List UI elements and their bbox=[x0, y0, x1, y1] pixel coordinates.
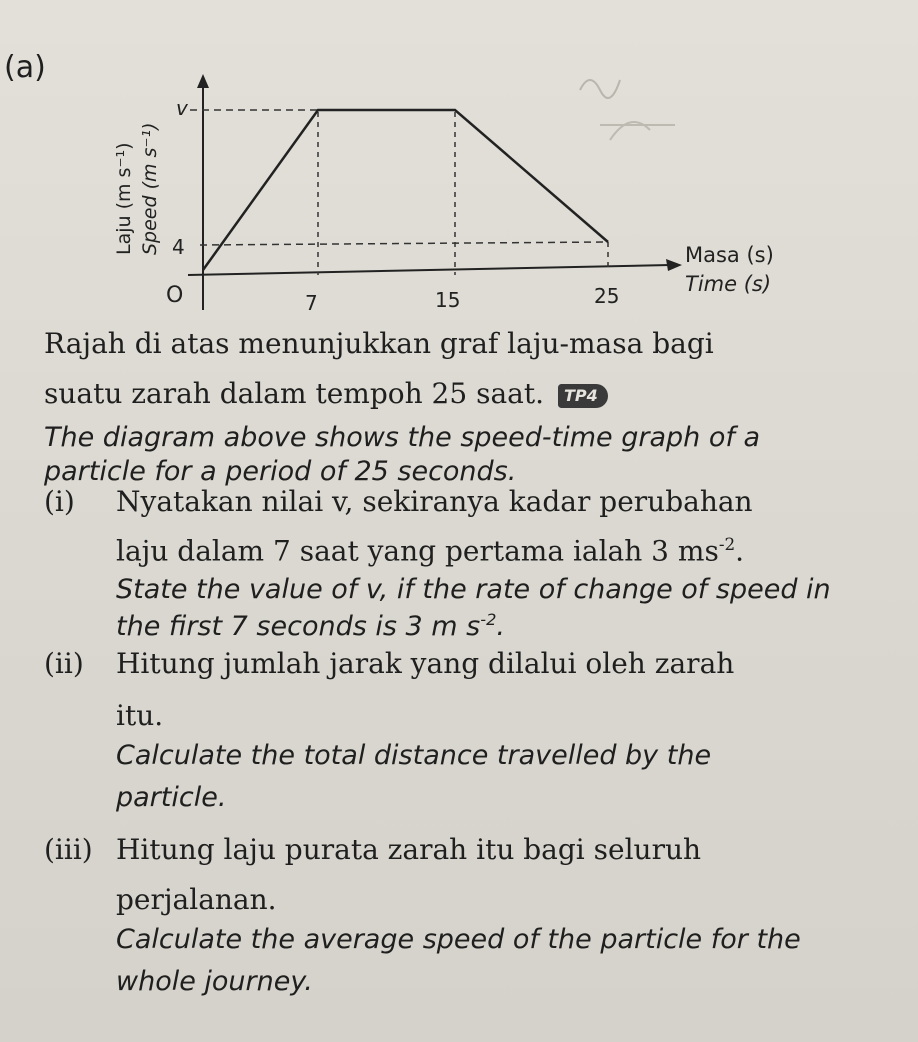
question-label: (a) bbox=[4, 50, 46, 85]
q3-en-line2: whole journey. bbox=[116, 966, 313, 997]
q1-en-line1: State the value of v, if the rate of change of speed in bbox=[116, 574, 831, 605]
tp-level-badge: TP4 bbox=[558, 384, 608, 408]
q1-ms-line2: laju dalam 7 saat yang pertama ialah 3 $ms^{-2}$. bbox=[116, 534, 745, 568]
q2-en-line1: Calculate the total distance travelled by the bbox=[116, 740, 712, 771]
q2-ms-line2: itu. bbox=[116, 699, 164, 732]
origin-label: O bbox=[166, 283, 184, 308]
q2-en-line2: particle. bbox=[116, 782, 227, 813]
q3-number: (iii) bbox=[44, 833, 93, 866]
intro-en-line2: particle for a period of 25 seconds. bbox=[44, 456, 517, 487]
x-tick-25: 25 bbox=[594, 284, 620, 308]
intro-ms-line2 bbox=[44, 377, 608, 410]
y-axis-arrow bbox=[197, 74, 209, 88]
intro-en-line1: The diagram above shows the speed-time graph of a bbox=[44, 422, 761, 453]
q1-en-line2-text: the first 7 seconds is 3 m s bbox=[116, 611, 481, 642]
q1-ms-exponent: -2 bbox=[718, 534, 736, 554]
v-label: v bbox=[176, 96, 188, 120]
x-tick-15: 15 bbox=[435, 288, 461, 312]
speed-tick-4: 4 bbox=[172, 235, 185, 259]
q2-ms-line1: Hitung jumlah jarak yang dilalui oleh zarah bbox=[116, 647, 735, 680]
y-label-en: Speed (m s⁻¹) bbox=[139, 122, 161, 255]
x-axis bbox=[188, 265, 670, 275]
q1-en-exponent: -2 bbox=[480, 610, 497, 629]
intro-ms-line2-text: suatu zarah dalam tempoh 25 saat. bbox=[44, 377, 544, 410]
x-axis-arrow bbox=[666, 259, 682, 271]
speed-time-graph bbox=[100, 70, 820, 330]
q1-ms-line2-text: laju dalam 7 saat yang pertama ialah 3 ms bbox=[116, 534, 719, 568]
x-label-en: Time (s) bbox=[685, 272, 772, 296]
q1-ms-line1: Nyatakan nilai v, sekiranya kadar perubahan bbox=[116, 485, 753, 518]
x-label-ms: Masa (s) bbox=[685, 243, 774, 267]
q1-number: (i) bbox=[44, 485, 75, 518]
q2-number: (ii) bbox=[44, 647, 84, 680]
q1-en-line2: the first 7 seconds is 3 m $s^{-2}$. bbox=[116, 610, 505, 642]
speed-line bbox=[203, 110, 608, 270]
speed4-guide bbox=[200, 242, 608, 245]
intro-ms-line1: Rajah di atas menunjukkan graf laju-masa bagi bbox=[44, 327, 714, 360]
y-label-ms: Laju (m s⁻¹) bbox=[113, 142, 135, 255]
q3-en-line1: Calculate the average speed of the particle for the bbox=[116, 924, 801, 955]
q3-ms-line2: perjalanan. bbox=[116, 883, 277, 916]
x-tick-7: 7 bbox=[305, 291, 318, 315]
q3-ms-line1: Hitung laju purata zarah itu bagi seluruh bbox=[116, 833, 702, 866]
